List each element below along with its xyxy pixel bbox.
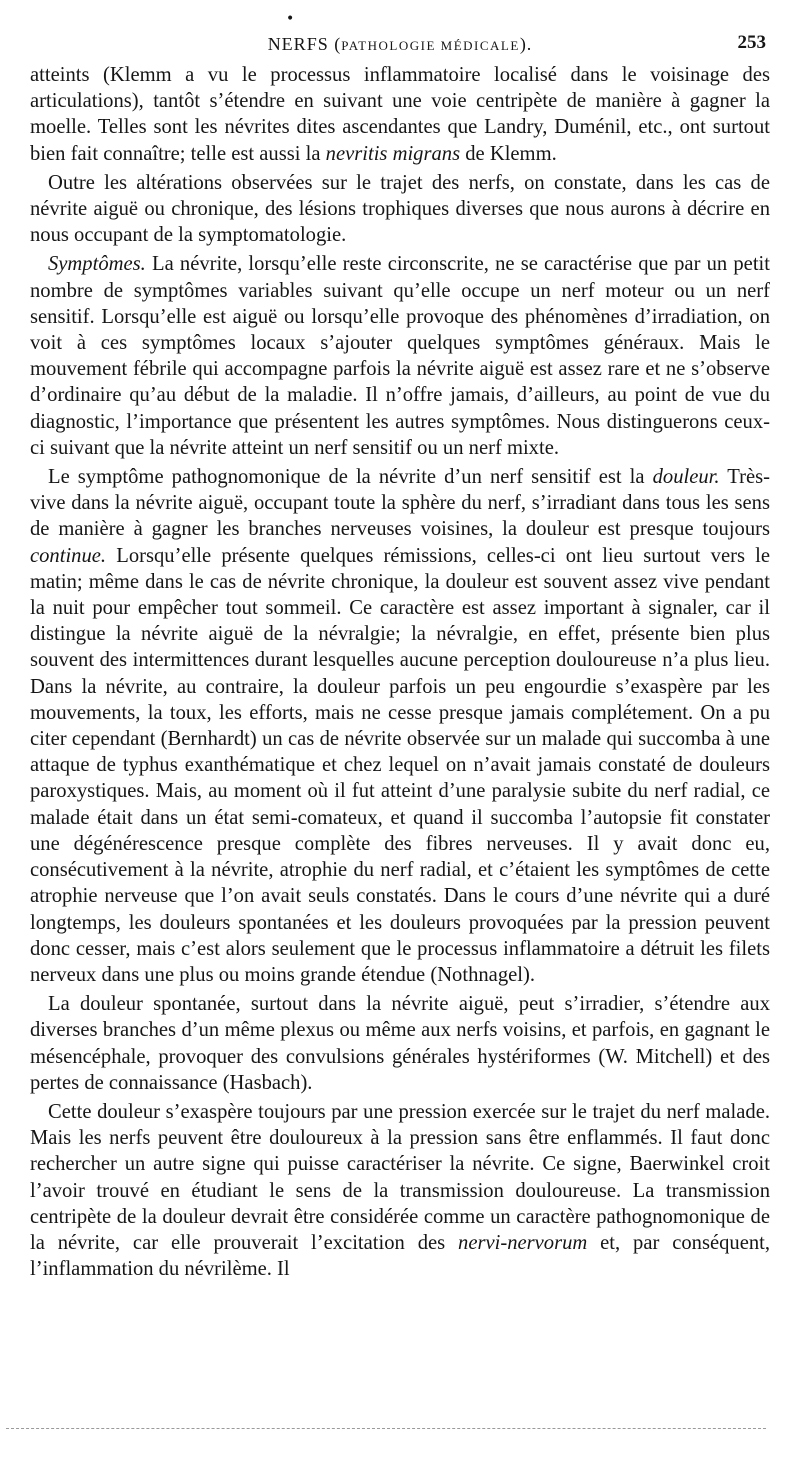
italic-text: Symptômes.	[48, 253, 146, 276]
text-run: La névrite, lorsqu’elle reste circonscrite, ne se caractérise que par un petit nombre de symptômes variables suivant qu’elle occupe un nerf moteur ou un nerf sensitif. Lorsqu’elle est aiguë ou lorsqu’elle provoque des phénomènes d’irradiation, on voit à ces symptômes locaux s’ajouter quelques symptômes généraux. Mais le mouvement fébrile qui accompagne parfois la névrite aiguë est assez rare et ne s’observe d’ordinaire qu’au début de la maladie. Il n’offre jamais, d’ailleurs, au point de vue du diagnostic, l’importance que présentent les autres symptômes. Nous distinguerons ceux-ci suivant que la névrite atteint un nerf sensitif ou un nerf mixte.	[30, 253, 770, 459]
paragraph-continuation	[30, 62, 770, 167]
italic-text: nervi-nervorum	[458, 1231, 588, 1254]
text-run: Très-vive dans la névrite aiguë, occupant toute la sphère du nerf, s’irradiant dans tous les sens de manière à gagner les branches nerveuses voisines, la douleur est presque toujours	[30, 466, 770, 541]
text-run: de Klemm.	[460, 142, 557, 165]
running-head-end: ).	[519, 34, 533, 54]
running-head-main: NERFS (	[267, 34, 342, 54]
running-head-subtitle: PATHOLOGIE MÉDICALE	[341, 38, 520, 53]
text-run: Le symptôme pathognomonique de la névrite d’un nerf sensitif est la	[48, 466, 653, 489]
paragraph-lesions	[30, 170, 770, 249]
text-run: Outre les altérations observées sur le trajet des nerfs, on constate, dans les cas de névrite aiguë ou chronique, des lésions trophiques diverses que nous aurons à décrire en nous occupant de la symptomatologie.	[30, 171, 770, 247]
text-run: Cette douleur s’exaspère toujours par une pression exercée sur le trajet du nerf malade. Mais les nerfs peuvent être douloureux à la pression sans être enflammés. Il faut donc rechercher un autre signe qui puisse caractériser la névrite. Ce signe, Baerwinkel croit l’avoir trouvé en étudiant le sens de la transmission douloureuse. La transmission centripète de la douleur devrait être considérée comme un caractère pathognomonique de la névrite, car elle prouverait l’excitation des	[30, 1100, 770, 1254]
paragraph-spontaneous-pain	[30, 991, 770, 1096]
italic-text: douleur.	[652, 466, 720, 489]
paragraph-symptoms	[30, 251, 770, 461]
text-run: et, par conséquent, l’inflammation du névrilème. Il	[30, 1231, 770, 1281]
paragraph-pain	[30, 464, 770, 988]
book-page	[30, 12, 770, 1282]
text-run: Lorsqu’elle présente quelques rémissions, celles-ci ont lieu surtout vers le matin; même dans le cas de névrite chronique, la douleur est souvent assez vive pendant la nuit pour empêcher tout sommeil. Ce caractère est assez important à signaler, car il distingue la névrite aiguë de la névralgie; la névralgie, en effet, présente bien plus souvent des intermittences durant lesquelles aucune perception douloureuse n’a plus lieu. Dans la névrite, au contraire, la douleur parfois un peu engourdie s’exaspère par les mouvements, la toux, les efforts, mais ne cesse presque jamais complétement. On a pu citer cependant (Bernhardt) un cas de névrite observée sur un malade qui succomba à une attaque de typhus exanthématique et chez lequel on n’avait jamais constaté de douleurs paroxystiques. Mais, au moment où il fut atteint d’une paralysie subite du nerf radial, ce malade était dans un état semi-comateux, et quand il succomba l’autopsie fit constater une dégénérescence presque complète des fibres nerveuses. Il y avait donc eu, consécutivement à la névrite, atrophie du nerf radial, et c’étaient les symptômes de cette atrophie nerveuse que l’on avait seuls constatés. Dans le cours d’une névrite qui a duré longtemps, les douleurs spontanées et les douleurs provoquées par la pression peuvent donc cesser, mais c’est alors seulement que le processus inflammatoire a détruit les filets nerveux dans une plus ou moins grande étendue (Nothnagel).	[30, 544, 770, 986]
italic-text: continue.	[30, 544, 107, 567]
page-number: 253	[737, 32, 766, 53]
running-head	[30, 34, 770, 55]
text-run: La douleur spontanée, surtout dans la névrite aiguë, peut s’irradier, s’étendre aux diverses branches d’un même plexus ou même aux nerfs voisins, et parfois, en gagnant le mésencéphale, provoquer des convulsions générales hystériformes (W. Mitchell) et des pertes de connaissance (Hasbach).	[30, 993, 770, 1094]
body-text	[30, 62, 770, 1282]
printer-mark: •	[286, 11, 295, 27]
paragraph-pressure	[30, 1099, 770, 1282]
page-header	[30, 12, 770, 56]
italic-text: nevritis migrans	[325, 142, 461, 165]
footer-rule	[6, 1428, 766, 1429]
text-run: atteints (Klemm a vu le processus inflammatoire localisé dans le voisinage des articulations), tantôt s’étendre en suivant une voie centripète de manière à gagner la moelle. Telles sont les névrites dites ascendantes que Landry, Duménil, etc., ont surtout bien fait connaître; telle est aussi la	[30, 64, 770, 165]
